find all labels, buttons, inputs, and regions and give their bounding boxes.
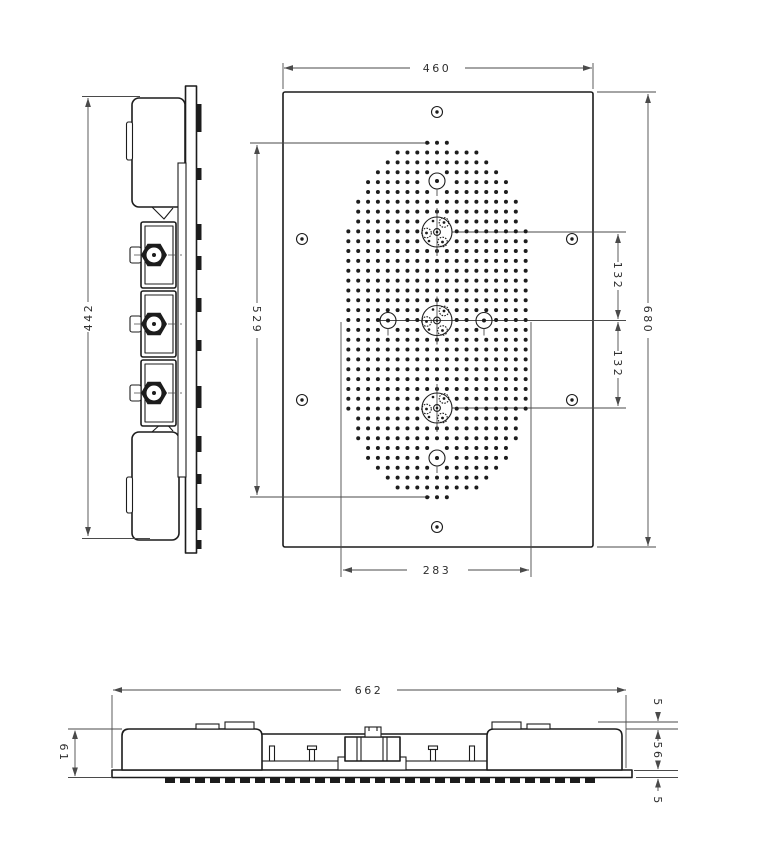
side-bottom-housing xyxy=(132,432,179,540)
dim-bottom-width-label: 662 xyxy=(354,684,384,697)
dim-jet-spacing-lower-label: 132 xyxy=(611,349,624,379)
side-upper-funnel xyxy=(152,207,173,219)
side-connector-block xyxy=(130,222,183,288)
side-mounting-bracket xyxy=(178,163,186,477)
dim-jet-spacing-upper-label: 132 xyxy=(611,261,624,291)
bottom-right-housing xyxy=(487,729,622,770)
side-panel-plate xyxy=(186,86,197,553)
dim-jet-spacing-lower xyxy=(611,322,624,406)
dim-bottom-body-depth-label: 56 xyxy=(651,741,664,761)
dim-front-width-label: 460 xyxy=(422,62,452,75)
side-connector-block xyxy=(130,360,183,426)
side-bottom-housing-tab xyxy=(127,477,133,513)
dim-front-height xyxy=(641,94,654,546)
side-top-housing-tab xyxy=(127,122,133,160)
bottom-view xyxy=(57,684,678,806)
dim-jet-spacing-upper xyxy=(611,234,624,319)
bottom-flange-plate xyxy=(112,770,632,778)
dim-spray-field-height-label: 529 xyxy=(250,305,263,335)
dim-bottom-total-depth-label: 61 xyxy=(57,743,70,763)
dim-side-height-label: 442 xyxy=(82,302,95,332)
side-connector-blocks xyxy=(130,222,183,426)
bottom-center-nub xyxy=(365,727,381,737)
front-view xyxy=(250,62,656,577)
dim-front-height-label: 680 xyxy=(641,305,654,335)
dim-bottom-plate-gap-label: 5 xyxy=(651,796,664,806)
side-view xyxy=(82,86,202,553)
dim-spray-field-width-label: 283 xyxy=(422,564,452,577)
side-connector-block xyxy=(130,291,183,357)
dim-spray-field-height xyxy=(250,145,263,495)
dim-spray-field-width xyxy=(343,564,529,577)
side-top-housing xyxy=(132,98,185,207)
dim-bottom-top-gap-label: 5 xyxy=(651,698,664,708)
dim-front-width xyxy=(284,62,592,75)
bottom-left-housing xyxy=(122,729,262,770)
